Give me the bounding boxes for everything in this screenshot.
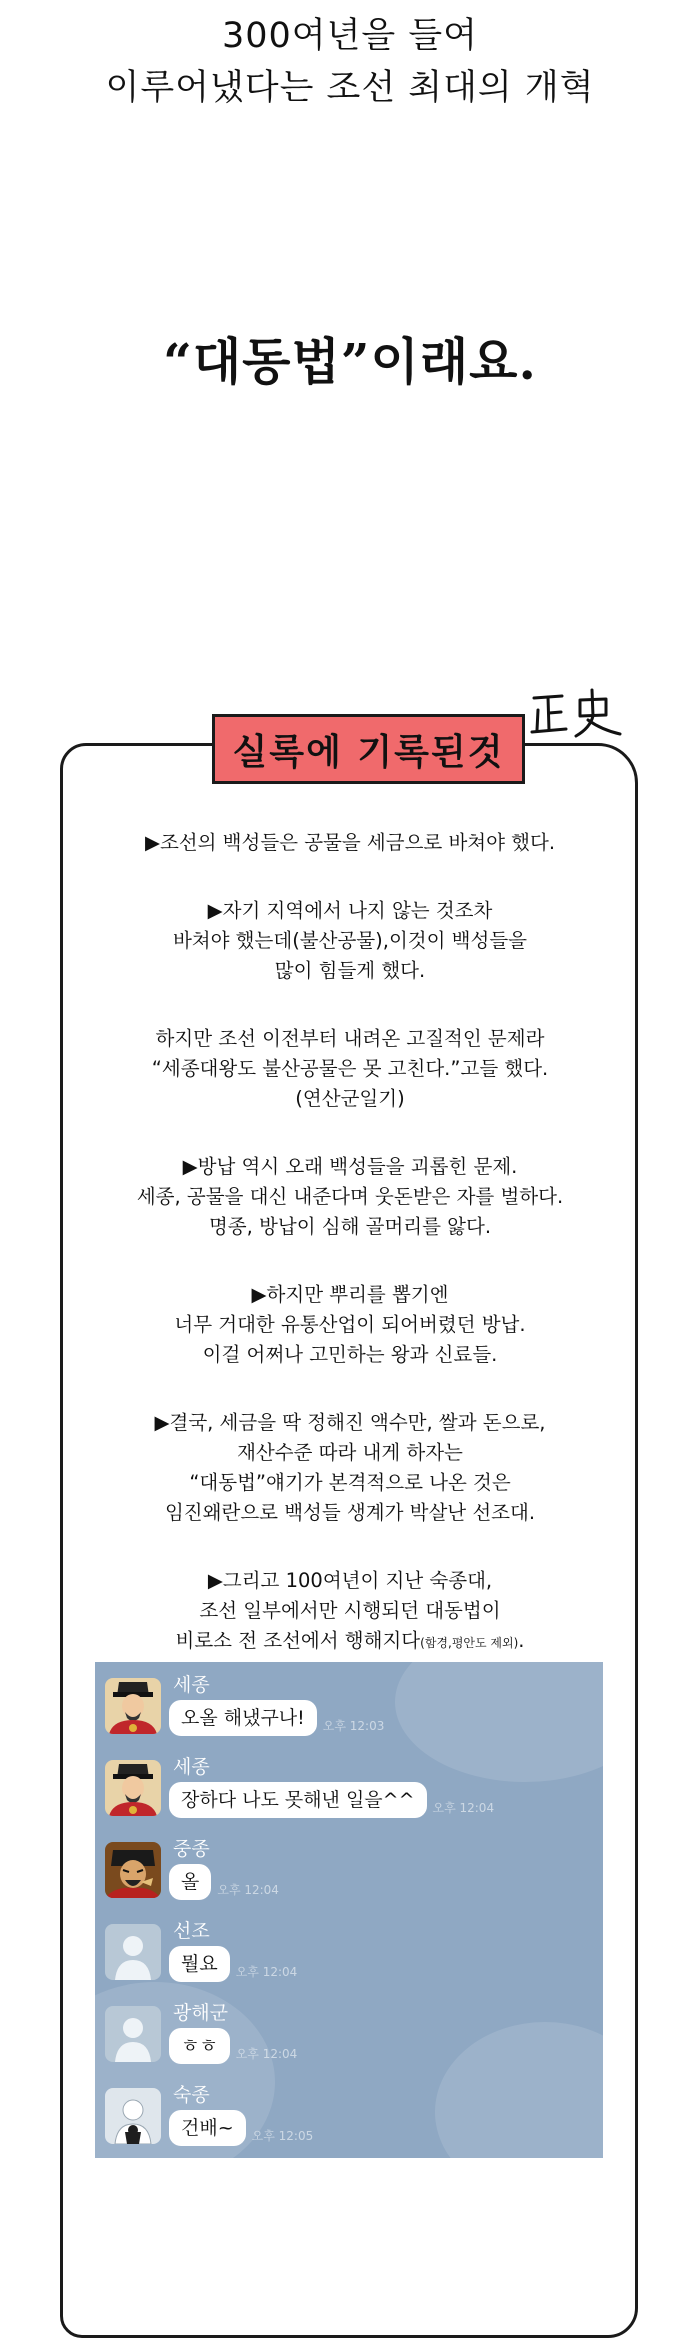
message-time: 오후 12:05 (251, 2129, 314, 2143)
king-sejong-avatar[interactable] (105, 1760, 161, 1816)
paragraph (92, 1024, 608, 1114)
message-time: 오후 12:04 (432, 1801, 495, 1815)
message-bubble[interactable]: 오올 해냈구나! (169, 1700, 317, 1736)
record-box-title: 실록에 기록된것 (232, 731, 505, 773)
king-sejong-avatar[interactable] (105, 1678, 161, 1734)
default-profile-avatar[interactable] (105, 1924, 161, 1980)
sender-name: 세종 (173, 1756, 210, 1778)
paragraph-line: ▶결국, 세금을 딱 정해진 액수만, 쌀과 돈으로, (154, 1411, 546, 1434)
chat-panel (95, 1662, 603, 2158)
message-bubble[interactable]: 건배~ (169, 2110, 246, 2146)
message-time: 오후 12:04 (217, 1883, 279, 1897)
paragraph-line: 재산수준 따라 내게 하자는 (237, 1441, 463, 1464)
sender-name: 세종 (173, 1674, 210, 1696)
paragraph-line: 명종, 방납이 심해 골머리를 앓다. (208, 1215, 492, 1238)
paragraph-line: 하지만 조선 이전부터 내려온 고질적인 문제라 (155, 1027, 545, 1050)
paragraph-line: 세종, 공물을 대신 내준다며 웃돈받은 자를 벌하다. (136, 1185, 564, 1208)
paragraph-line: (연산군일기) (295, 1087, 405, 1110)
paragraph (92, 1280, 608, 1370)
sender-name: 중종 (173, 1838, 210, 1860)
sender-name: 선조 (173, 1920, 210, 1942)
chat-message (101, 2078, 597, 2156)
paragraph-line: ▶자기 지역에서 나지 않는 것조차 (207, 899, 493, 922)
king-jungjong-avatar[interactable] (105, 1842, 161, 1898)
handwritten-hanja-mark (528, 686, 624, 742)
dark-profile-avatar[interactable] (105, 2088, 161, 2144)
paragraph (92, 1152, 608, 1242)
paragraph (92, 828, 608, 858)
record-box-title-tag (212, 714, 525, 784)
top-heading (0, 10, 700, 114)
message-bubble[interactable]: 장하다 나도 못해낸 일을^^ (169, 1782, 427, 1818)
paragraph-line: 조선 일부에서만 시행되던 대동법이 (199, 1599, 501, 1622)
paragraph-line: ▶그리고 100여년이 지난 숙종대, (207, 1569, 493, 1592)
chat-message (101, 1668, 597, 1746)
message-bubble[interactable]: 뭘요 (169, 1946, 230, 1982)
paragraph-line: 많이 힘들게 했다. (274, 959, 426, 982)
message-time: 오후 12:04 (235, 1965, 298, 1979)
record-body-text (92, 828, 608, 1696)
paragraph-line-end: . (518, 1629, 525, 1652)
chat-message (101, 1996, 597, 2074)
top-heading-line-2: 이루어냈다는 조선 최대의 개혁 (105, 68, 595, 108)
paragraph-line: 너무 거대한 유통산업이 되어버렸던 방납. (174, 1313, 526, 1336)
message-time: 오후 12:03 (322, 1719, 385, 1733)
message-time: 오후 12:04 (235, 2047, 298, 2061)
message-bubble[interactable]: 올 (169, 1864, 211, 1900)
paragraph-line: 이걸 어쩌나 고민하는 왕과 신료들. (202, 1343, 498, 1366)
top-heading-line-1: 300여년을 들여 (222, 16, 478, 56)
paragraph (92, 896, 608, 986)
paragraph-line: 바쳐야 했는데(불산공물),이것이 백성들을 (172, 929, 528, 952)
paragraph-line: ▶조선의 백성들은 공물을 세금으로 바쳐야 했다. (144, 831, 556, 854)
paragraph-line: “대동법”얘기가 본격적으로 나온 것은 (189, 1471, 511, 1494)
paragraph-line (92, 1626, 608, 1658)
chat-message (101, 1914, 597, 1992)
message-bubble[interactable]: ㅎㅎ (169, 2028, 230, 2064)
paragraph-note: (함경,평안도 제외) (420, 1636, 519, 1650)
chat-message (101, 1832, 597, 1910)
paragraph-line: “세종대왕도 불산공물은 못 고친다.”고들 했다. (151, 1057, 549, 1080)
headline: “대동법”이래요. (163, 332, 537, 391)
chat-message (101, 1750, 597, 1828)
paragraph-line: 임진왜란으로 백성들 생계가 박살난 선조대. (164, 1501, 536, 1524)
paragraph (92, 1408, 608, 1528)
paragraph-line-text: 비로소 전 조선에서 행해지다 (175, 1629, 421, 1652)
sender-name: 광해군 (173, 2002, 229, 2024)
sender-name: 숙종 (173, 2084, 210, 2106)
paragraph (92, 1566, 608, 1658)
default-profile-avatar[interactable] (105, 2006, 161, 2062)
paragraph-line: ▶방납 역시 오래 백성들을 괴롭힌 문제. (182, 1155, 518, 1178)
paragraph-line: ▶하지만 뿌리를 뽑기엔 (251, 1283, 449, 1306)
